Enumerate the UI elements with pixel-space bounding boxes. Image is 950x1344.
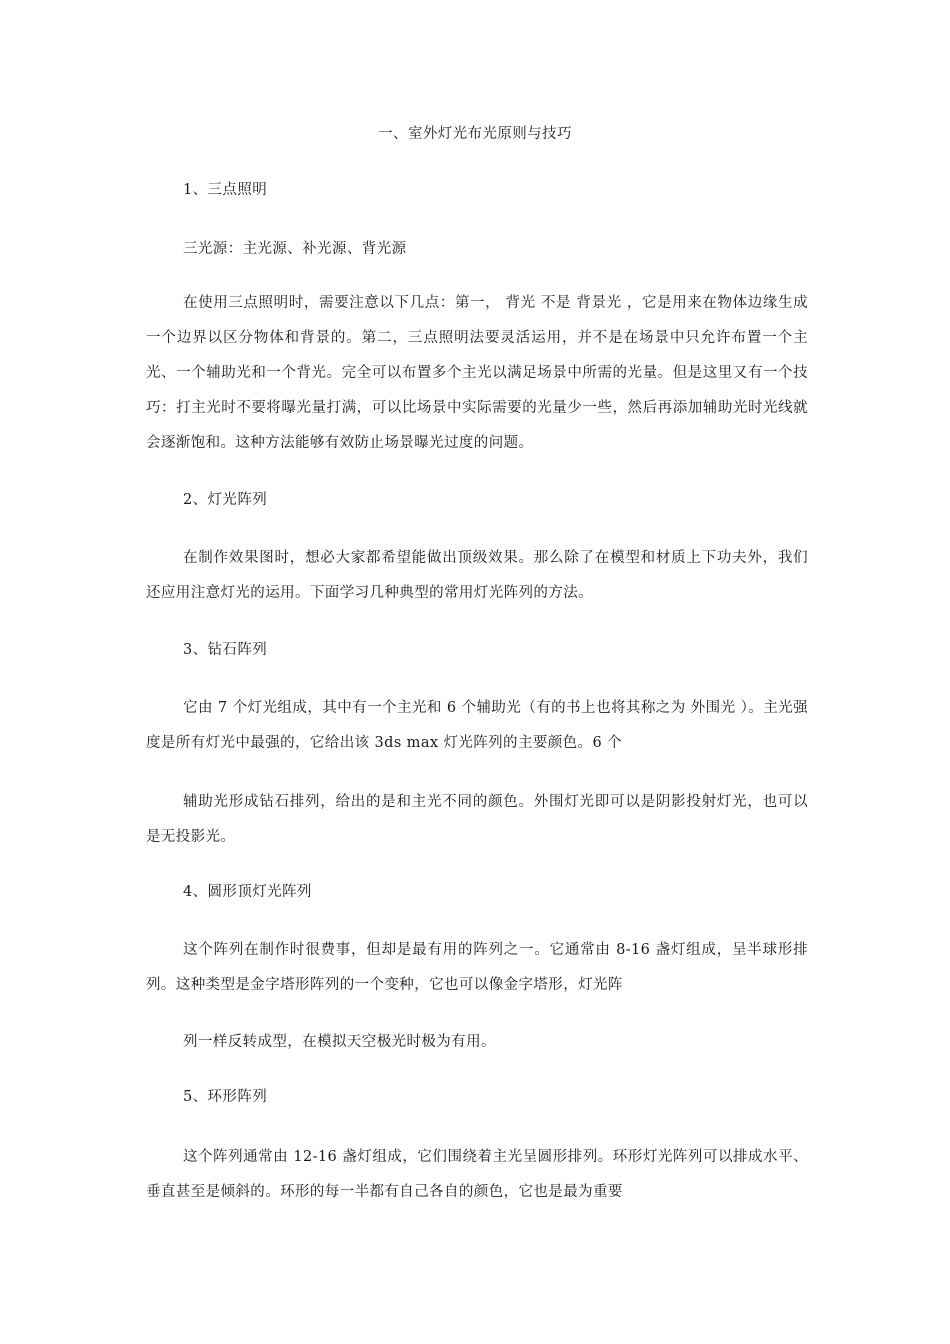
paragraph-diamond-2: 辅助光形成钻石排列，给出的是和主光不同的颜色。外围灯光即可以是阴影投射灯光，也可以是无投影光。 <box>146 794 808 845</box>
section-heading-4: 4、圆形顶灯光阵列 <box>183 884 312 900</box>
light-sources-line: 三光源：主光源、补光源、背光源 <box>183 241 407 257</box>
paragraph-three-point: 在使用三点照明时，需要注意以下几点：第一， 背光 不是 背景光 ，它是用来在物体边缘生成一个边界以区分物体和背景的。第二，三点照明法要灵活运用，并不是在场景中只允许布置一个主光、一个辅助光和一个背光。完全可以布置多个主光以满足场景中所需的光量。但是这里又有一个技巧：打主光时不要将曝光量打满，可以比场景中实际需要的光量少一些，然后再添加辅助光时光线就会逐渐饱和。这种方法能够有效防止场景曝光过度的问题。 <box>146 295 808 451</box>
section-heading-3: 3、钻石阵列 <box>183 642 268 658</box>
section-heading-1: 1、三点照明 <box>183 182 268 198</box>
document-title: 一、室外灯光布光原则与技巧 <box>378 126 572 142</box>
paragraph-dome-1: 这个阵列在制作时很费事，但却是最有用的阵列之一。它通常由 8-16 盏灯组成，呈半球形排列。这种类型是金字塔形阵列的一个变种，它也可以像金字塔形，灯光阵 <box>146 942 808 993</box>
paragraph-ring: 这个阵列通常由 12-16 盏灯组成，它们围绕着主光呈圆形排列。环形灯光阵列可以排成水平、垂直甚至是倾斜的。环形的每一半都有自己各自的颜色，它也是最为重要 <box>146 1149 808 1200</box>
paragraph-light-array: 在制作效果图时，想必大家都希望能做出顶级效果。那么除了在模型和材质上下功夫外，我们还应用注意灯光的运用。下面学习几种典型的常用灯光阵列的方法。 <box>146 550 808 601</box>
paragraph-diamond-1: 它由 7 个灯光组成，其中有一个主光和 6 个辅助光（有的书上也将其称之为 外围光 ）。主光强度是所有灯光中最强的，它给出该 3ds max 灯光阵列的主要颜色。6 个 <box>146 700 808 751</box>
paragraph-dome-2: 列一样反转成型，在模拟天空极光时极为有用。 <box>183 1034 496 1050</box>
section-heading-5: 5、环形阵列 <box>183 1089 268 1105</box>
section-heading-2: 2、灯光阵列 <box>183 492 268 508</box>
